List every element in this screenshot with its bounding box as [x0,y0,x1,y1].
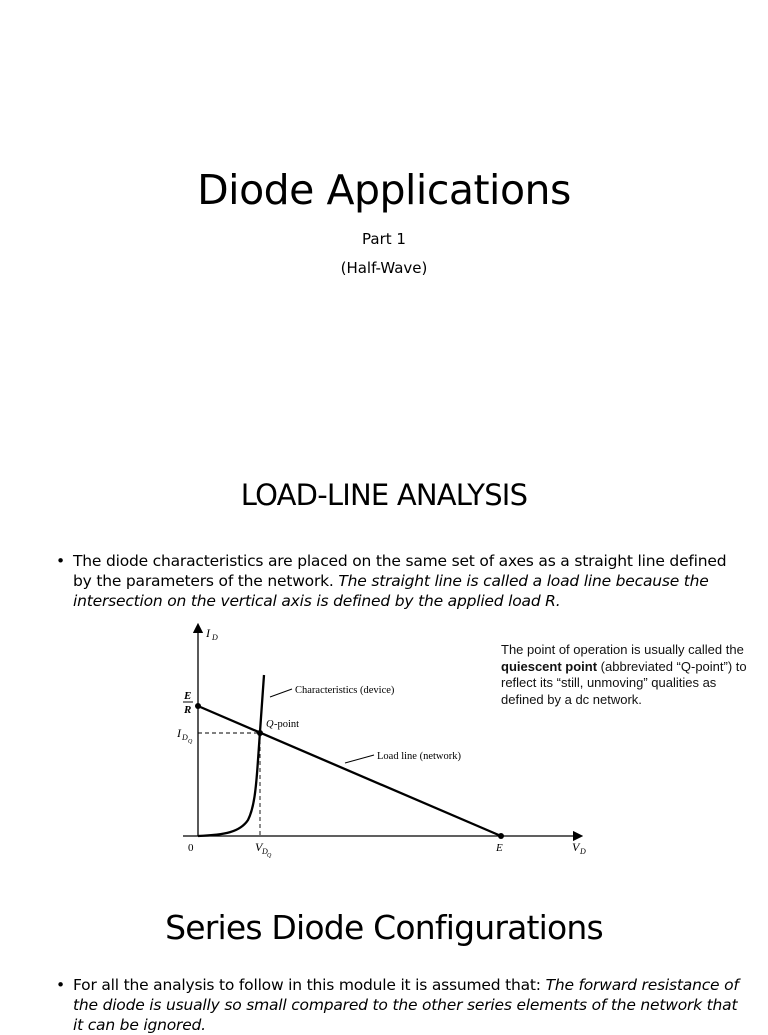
diode-characteristic-curve [198,675,264,836]
x-axis-label: V [572,840,580,854]
bullet-text [73,975,746,1035]
vdq-label-subsub: Q [267,853,272,859]
slide-subtitle: (Half-Wave) [340,259,428,277]
slide-title-diode-applications: Diode Applications [197,166,571,214]
note-text-suffix: (abbreviated “Q-point”) to reflect its “still, unmoving” qualities as defined by a dc network. [501,658,747,707]
y-axis-label-sub: D [212,633,218,642]
note-text-bold: quiescent point [501,658,598,674]
bullet-text-plain: For all the analysis to follow in this module it is assumed that: [73,976,546,994]
characteristics-leader [270,689,292,697]
idq-label-subsub: Q [188,739,193,745]
q-point-marker [257,730,263,736]
bullet-text-plain: The diode characteristics are placed on the same set of axes as a straight line defined by the parameters of the network. [73,552,727,590]
slide-part-label: Part 1 [362,230,406,248]
vdq-label: V [255,840,263,854]
q-point-label-rest: -point [274,719,300,730]
vdq-label-sub: D [262,847,268,856]
section-title-load-line: LOAD-LINE ANALYSIS [240,478,528,512]
e-label: E [496,842,503,854]
note-text-prefix: The point of operation is usually called the [501,642,744,657]
y-axis-label: I [206,626,210,640]
bullet-dot: • [56,552,65,570]
q-point-label-italic: Q [266,719,274,730]
characteristics-label: Characteristics (device) [295,685,395,696]
load-line-label: Load line (network) [377,751,461,762]
origin-label: 0 [188,842,194,854]
er-numerator: E [184,690,192,702]
bullet-series-assumption [56,975,746,1035]
idq-label-sub: D [182,733,188,742]
er-denominator: R [184,704,192,716]
bullet-text-italic: The straight line is called a load line because the intersection on the vertical axis is defined by the applied load R. [73,572,709,610]
load-line-leader [345,755,374,763]
idq-label: I [177,726,181,740]
load-line [198,706,501,836]
x-axis-label-sub: D [580,847,586,856]
bullet-dot: • [56,976,65,994]
bullet-text-italic: The forward resistance of the diode is usually so small compared to the other series elements of the network that it can be ignored. [73,976,739,1034]
e-intercept-point [498,833,504,839]
section-title-series-diode: Series Diode Configurations [165,908,603,947]
er-intercept-point [195,703,201,709]
